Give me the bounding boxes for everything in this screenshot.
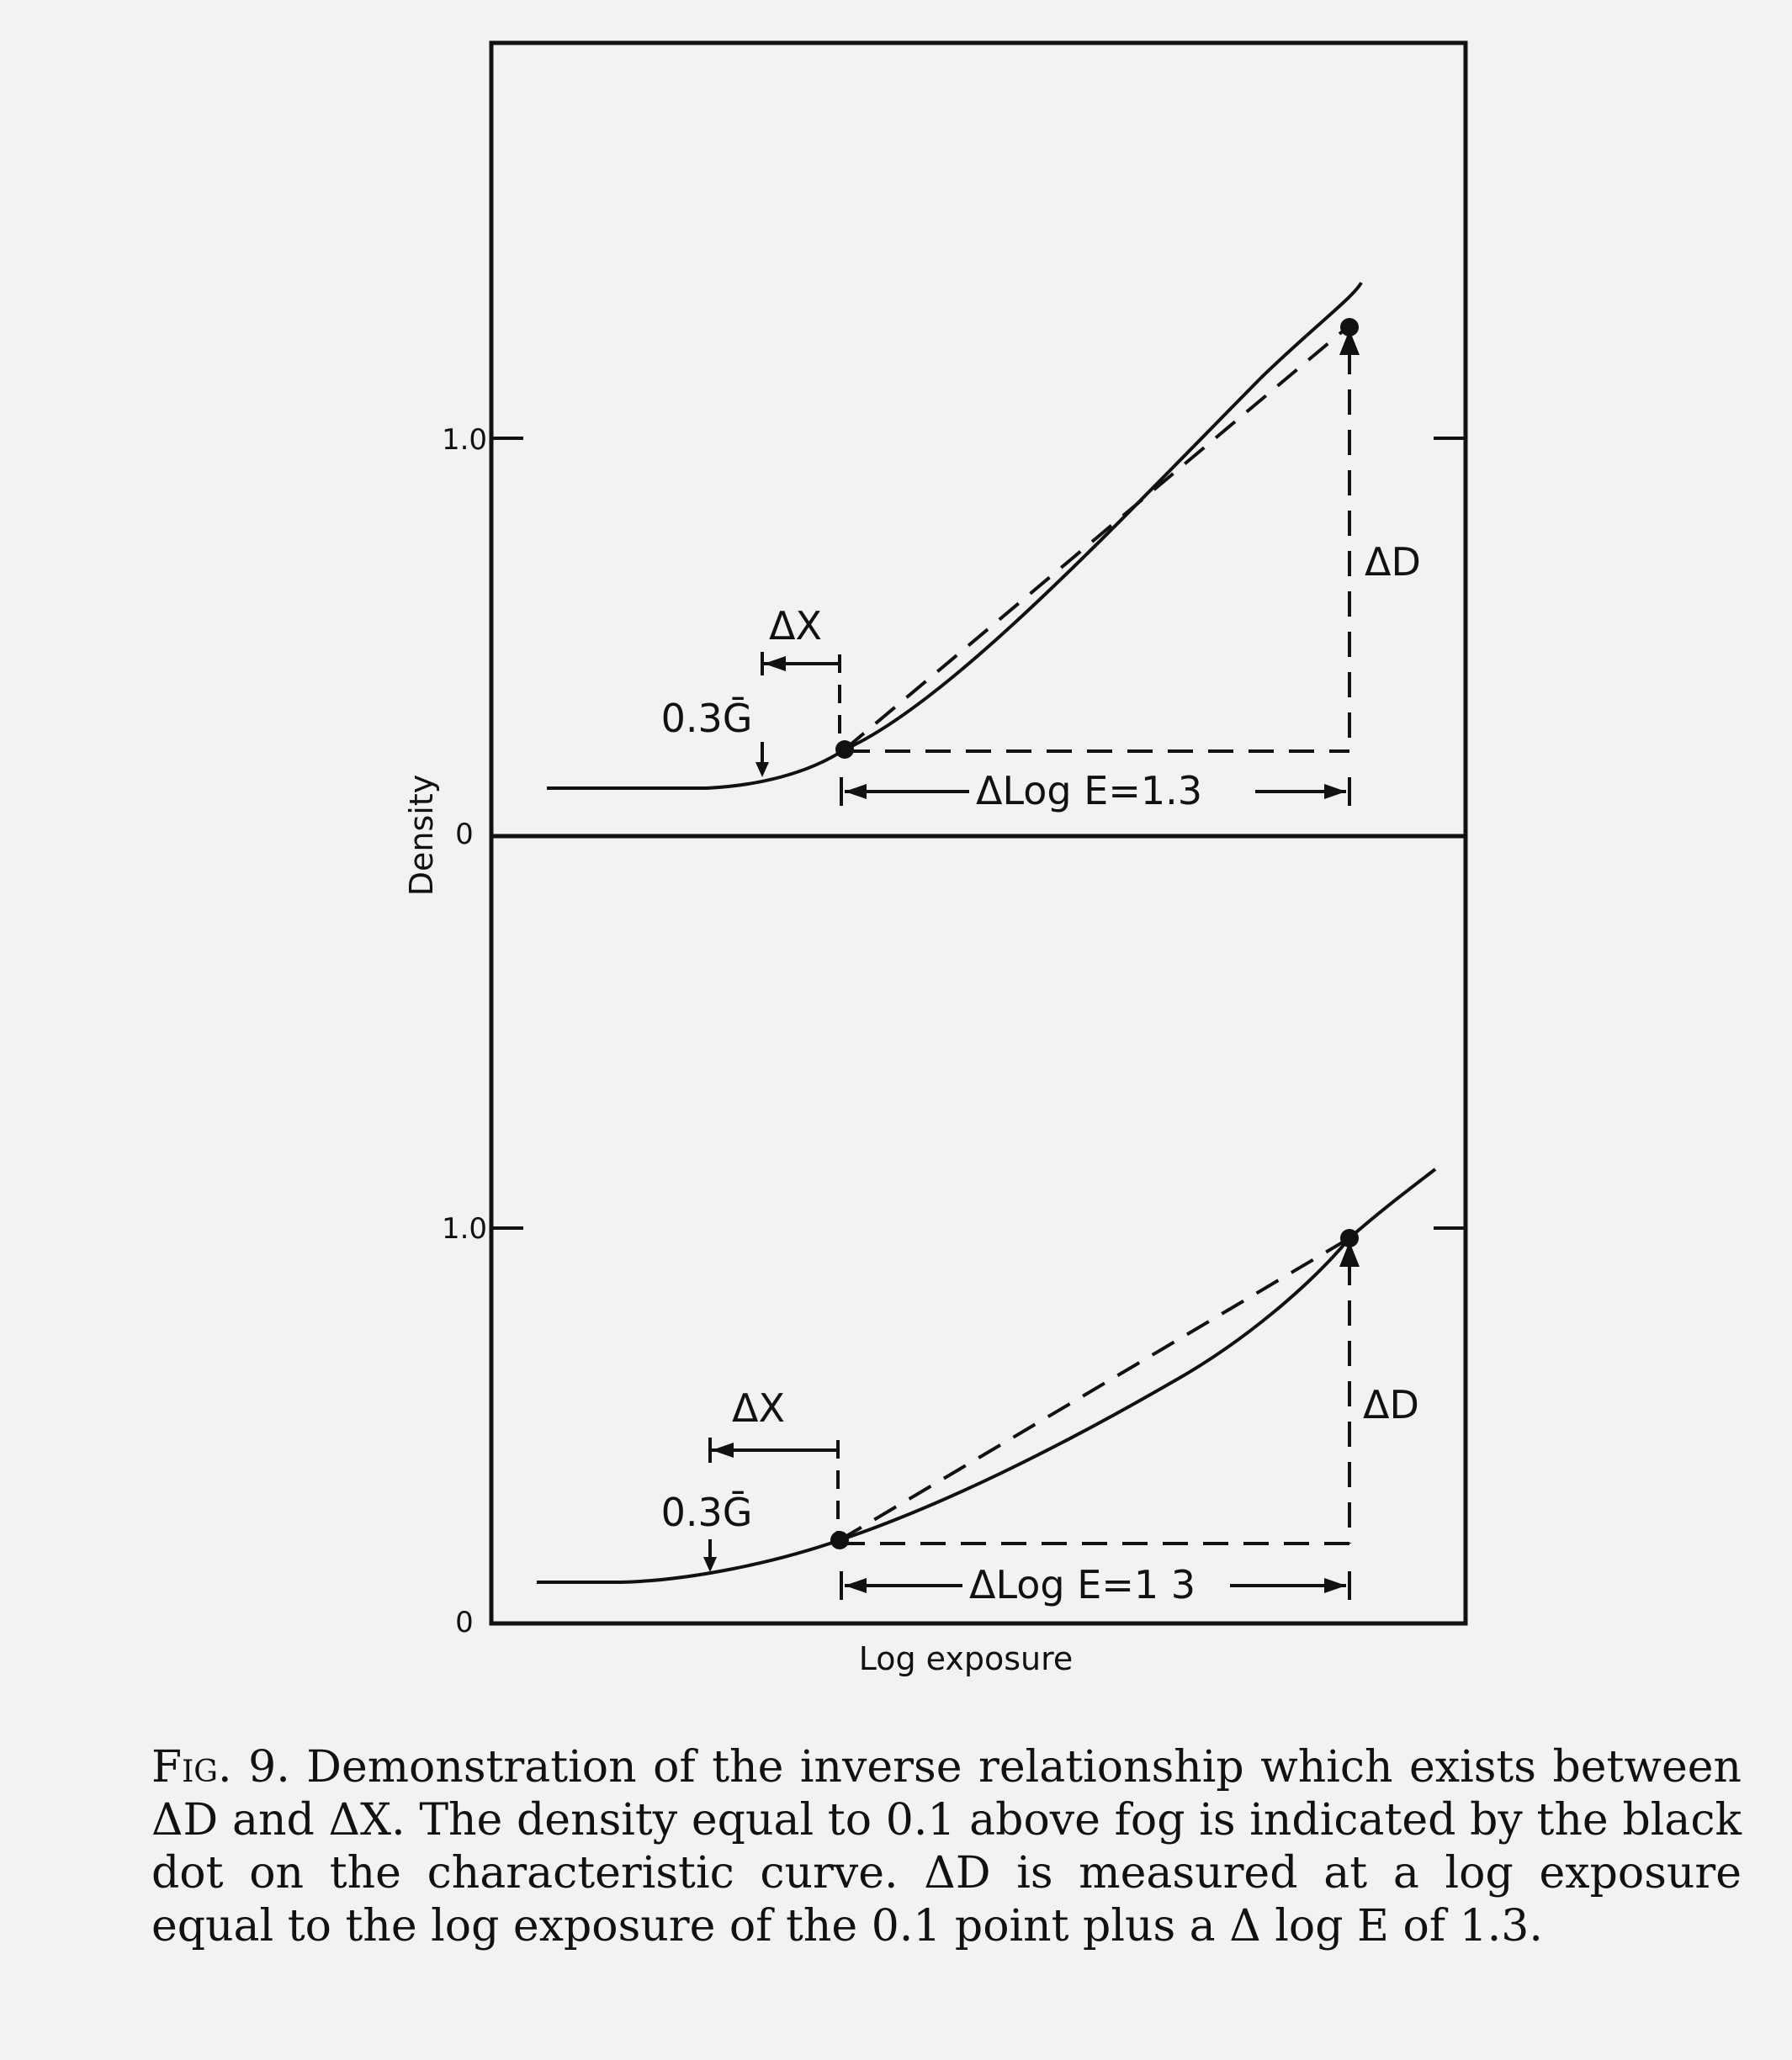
delta-log-e-arrowhead bbox=[1324, 784, 1346, 799]
delta-log-e-arrowhead bbox=[1324, 1578, 1346, 1593]
delta-x-arrowhead bbox=[712, 1443, 734, 1458]
end-point-dot bbox=[1340, 318, 1359, 336]
delta-x-label: ΔX bbox=[732, 1385, 785, 1431]
delta-x-label: ΔX bbox=[769, 603, 822, 649]
delta-x-arrowhead bbox=[764, 656, 786, 671]
label-03g-arrowhead bbox=[756, 762, 769, 777]
label-03g-arrowhead bbox=[703, 1557, 717, 1572]
delta-log-e-arrowhead bbox=[845, 1578, 867, 1593]
figure-caption bbox=[151, 1741, 1742, 1953]
y-tick-label-top-0: 0 bbox=[455, 818, 474, 851]
y-tick-label-top-1: 1.0 bbox=[441, 423, 488, 457]
plot-frame bbox=[491, 43, 1466, 1623]
chord-dashed bbox=[845, 326, 1349, 749]
end-point-dot bbox=[1340, 1229, 1359, 1247]
caption-label: Fig. 9. bbox=[151, 1742, 290, 1793]
label-03g: 0.3Ḡ bbox=[660, 1490, 753, 1535]
fog-point-dot bbox=[835, 740, 854, 759]
delta-log-e-label: ΔLog E=1 3 bbox=[969, 1562, 1196, 1607]
delta-log-e-label: ΔLog E=1.3 bbox=[976, 768, 1203, 813]
y-axis-title: Density bbox=[403, 774, 440, 897]
delta-d-label: ΔD bbox=[1363, 1382, 1419, 1427]
y-tick-label-bottom-1: 1.0 bbox=[441, 1212, 488, 1246]
chord-dashed bbox=[840, 1238, 1349, 1540]
x-axis-title: Log exposure bbox=[858, 1640, 1074, 1677]
caption-text: Demonstration of the inverse relationship which exists between ΔD and ΔX. The density equal to 0.1 above fog is indicated by the black dot on the characteristic curve. ΔD is measured at a log exposure equal to the log exposure of the 0.1 point plus a Δ log E of 1.3. bbox=[151, 1742, 1742, 1951]
delta-d-label: ΔD bbox=[1365, 539, 1421, 585]
delta-log-e-arrowhead bbox=[845, 784, 867, 799]
label-03g: 0.3Ḡ bbox=[660, 696, 753, 741]
y-tick-label-bottom-0: 0 bbox=[455, 1606, 474, 1639]
